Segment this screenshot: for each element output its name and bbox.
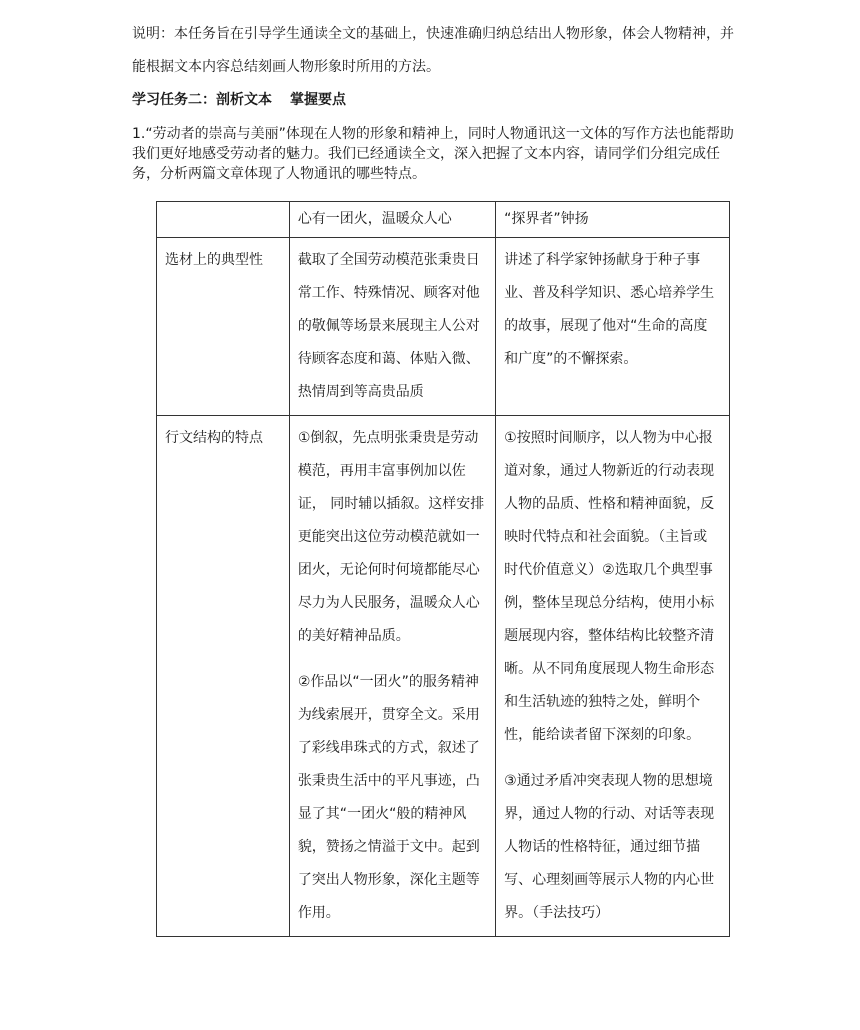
cell-structure-article-1: [289, 416, 495, 937]
table-row: [157, 238, 730, 416]
cell-material-article-2: [496, 238, 730, 416]
cell-text: ③通过矛盾冲突表现人物的思想境界，通过人物的行动、对话等表现人物话的性格特征，通过细节描写、心理刻画等展示人物的内心世界。（手法技巧）: [504, 773, 715, 921]
cell-text: ②作品以“一团火”的服务精神为线索展开，贯穿全文。采用了彩线串珠式的方式，叙述了张秉贵生活中的平凡事迹，凸显了其“一团火“般的精神风貌，赞扬之情溢于文中。起到了突出人物形象，深化主题等作用。: [297, 674, 480, 921]
cell-material-article-1: [289, 238, 495, 416]
table-row: [157, 416, 730, 937]
header-cell-article-1: 心有一团火，温暖众人心: [289, 202, 495, 238]
question-1: 1.“劳动者的崇高与美丽”体现在人物的形象和精神上，同时人物通讯这一文体的写作方法也能帮助我们更好地感受劳动者的魅力。我们已经通读全文，深入把握了文本内容，请同学们分组完成任务，分析两篇文章体现了人物通讯的哪些特点。: [132, 126, 734, 182]
cell-text: ①按照时间顺序，以人物为中心报道对象，通过人物新近的行动表现人物的品质、性格和精神面貌，反映时代特点和社会面貌。（主旨或时代价值意义）②选取几个典型事例，整体呈现总分结构，使用小标题展现内容，整体结构比较整齐清晰。从不同角度展现人物生命形态和生活轨迹的独特之处，鲜明个性，能给读者留下深刻的印象。: [504, 430, 715, 743]
header-cell-article-2: “探界者”钟扬: [496, 202, 730, 238]
header-cell-blank: [157, 202, 290, 238]
table-header-row: [157, 202, 730, 238]
cell-structure-article-2: [496, 416, 730, 937]
cell-text: ①倒叙，先点明张秉贵是劳动模范，再用丰富事例加以佐证， 同时辅以插叙。这样安排更能突出这位劳动模范就如一团火，无论何时何境都能尽心尽力为人民服务，温暖众人心的美好精神品质。: [297, 430, 485, 644]
intro-note: 说明：本任务旨在引导学生通读全文的基础上，快速准确归纳总结出人物形象，体会人物精神，并能根据文本内容总结刻画人物形象时所用的方法。: [132, 26, 734, 75]
cell-text: 讲述了科学家钟扬献身于种子事业、普及科学知识、悉心培养学生的故事，展现了他对“生命的高度和广度”的不懈探索。: [504, 252, 715, 367]
task-2-title-sub: 掌握要点: [290, 92, 346, 108]
cell-text: 截取了全国劳动模范张秉贵日常工作、特殊情况、顾客对他的敬佩等场景来展现主人公对待顾客态度和蔼、体贴入微、热情周到等高贵品质: [297, 252, 480, 400]
task-2-title-main: 学习任务二：剖析文本: [132, 92, 272, 108]
row-label-material: 选材上的典型性: [157, 238, 290, 416]
comparison-table: [156, 201, 730, 937]
task-2-title: [132, 85, 742, 115]
row-label-structure: 行文结构的特点: [157, 416, 290, 937]
